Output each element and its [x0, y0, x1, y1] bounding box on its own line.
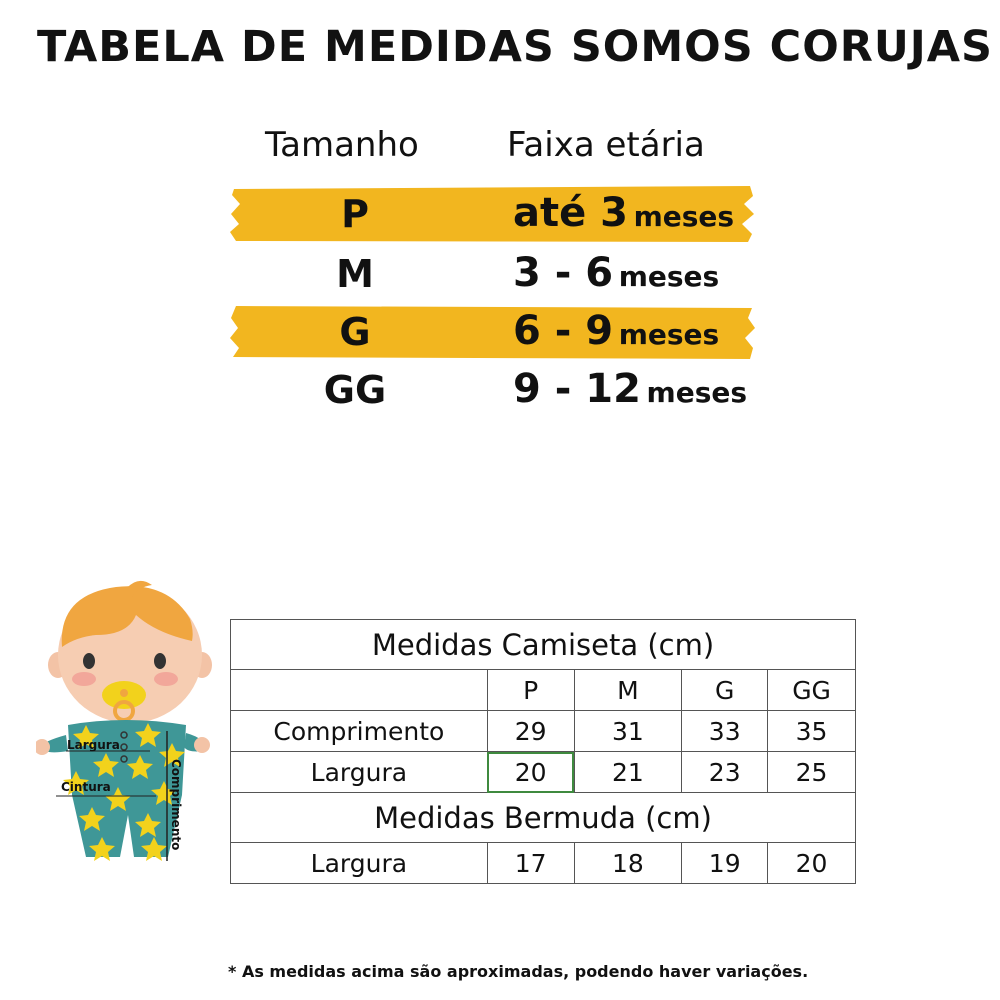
cell: 31	[574, 711, 682, 752]
age-row-m	[230, 246, 755, 302]
cell: 25	[768, 752, 856, 793]
age-row-p	[230, 186, 755, 242]
size-m: M	[574, 670, 682, 711]
footnote: * As medidas acima são aproximadas, podendo haver variações.	[228, 962, 809, 981]
size-label: P	[341, 192, 369, 236]
age-header: Faixa etária	[507, 125, 705, 165]
cell: 33	[682, 711, 768, 752]
cell: 20	[768, 843, 856, 884]
row-label: Largura	[231, 843, 488, 884]
baby-illustration	[36, 575, 216, 865]
table-row	[231, 711, 856, 752]
size-header: Tamanho	[265, 125, 419, 165]
age-row-g	[230, 304, 755, 360]
cell: 35	[768, 711, 856, 752]
selected-cell[interactable]: 20	[487, 752, 574, 793]
row-label: Largura	[231, 752, 488, 793]
age-row-gg	[230, 362, 755, 418]
age-range: até 3 meses	[513, 190, 735, 236]
empty-cell	[231, 670, 488, 711]
size-gg: GG	[768, 670, 856, 711]
size-p: P	[487, 670, 574, 711]
cell: 19	[682, 843, 768, 884]
size-label: G	[339, 310, 371, 354]
age-range: 9 - 12 meses	[513, 366, 748, 412]
shirt-title: Medidas Camiseta (cm)	[231, 620, 856, 670]
page-title: TABELA DE MEDIDAS SOMOS CORUJAS	[36, 22, 994, 72]
table-row	[231, 843, 856, 884]
shorts-title: Medidas Bermuda (cm)	[231, 793, 856, 843]
measures-table	[230, 619, 856, 884]
comprimento-label: Comprimento	[169, 759, 183, 851]
size-label: M	[336, 252, 374, 296]
size-header-row	[231, 670, 856, 711]
largura-label: Largura	[67, 738, 120, 752]
age-range: 6 - 9 meses	[513, 308, 720, 354]
cell: 21	[574, 752, 682, 793]
size-label: GG	[323, 368, 387, 412]
table-row	[231, 752, 856, 793]
cell: 29	[487, 711, 574, 752]
cell: 18	[574, 843, 682, 884]
size-g: G	[682, 670, 768, 711]
cell: 17	[487, 843, 574, 884]
cintura-label: Cintura	[61, 780, 111, 794]
age-range: 3 - 6 meses	[513, 250, 720, 296]
cell: 23	[682, 752, 768, 793]
row-label: Comprimento	[231, 711, 488, 752]
